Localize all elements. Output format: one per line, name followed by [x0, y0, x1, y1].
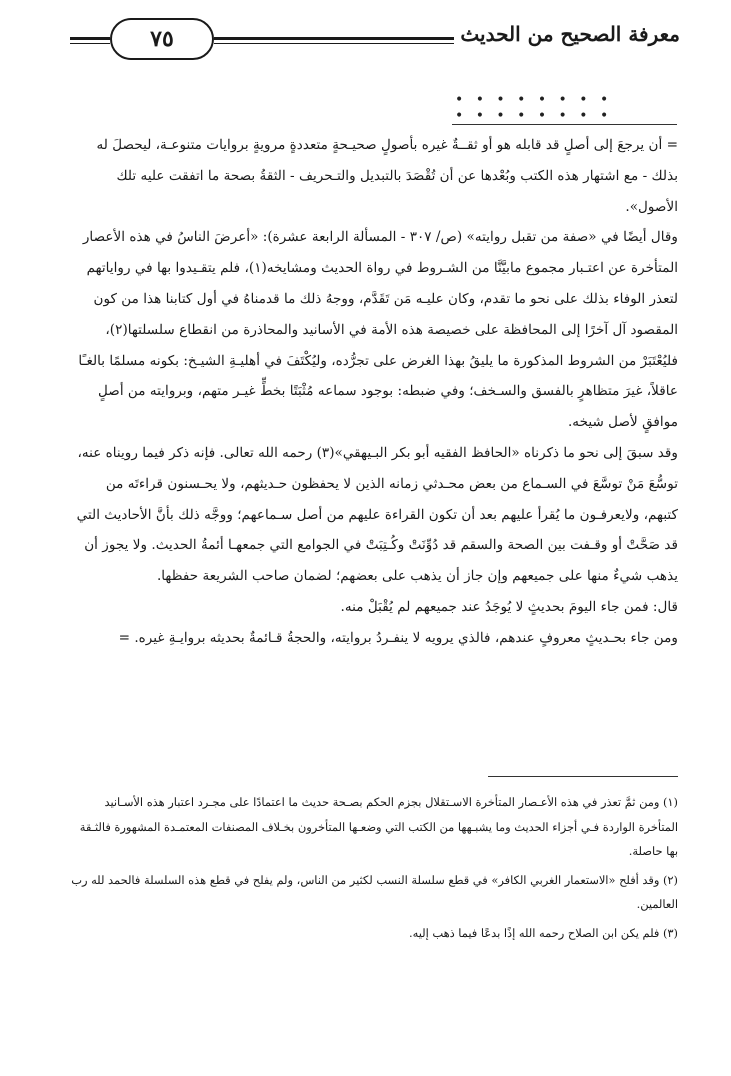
paragraph-5: ومن جاء بحـديثٍ معروفٍ عندهم، فالذي يرويه لا ينفـردُ بروايته، والحجةُ قـائمةٌ بحديثه بروايـةِ غيره. = [118, 629, 678, 646]
paragraph-1: = أن يرجعَ إلى أصلٍ قد قابله هو أو ثقــةٌ غيره بأصولٍ صحيـحةٍ متعددةٍ مرويةٍ بروايات متنوعـة، ليحصلَ له بذلك - مع اشتهار هذه الكتب وبُعْدها عن أن تُقْصَدَ بالتبديل والتـحريف - الثقةُ بصحة ما اتفقت عليه تلك الأصول». [96, 137, 678, 215]
footnote-1: (١) ومن ثمَّ تعذر في هذه الأعـصار المتأخرة الاسـتقلال بجزم الحكم بصـحة حديث ما اعتمادًا على مجـرد اعتبار هذه الأسـانيد المتأخرة الواردة فـي أجزاء الحديث وما يشبـهها من الكتب التي وضعـها المتأخرون بخـلاف المصنفات المعتمـدة المشهورة فالثـقة بها حاصلة. [79, 795, 678, 858]
page-number: ٧٥ [110, 18, 214, 60]
ornament-dots: • • • • • • • • • • • • • • • • [455, 92, 613, 124]
footnote-3: (٣) فلم يكن ابن الصلاح رحمه الله إذًا بدعًا فيما ذهب إليه. [408, 925, 678, 940]
footnotes [70, 790, 678, 949]
header-rule-left-thin [70, 43, 110, 44]
page-header [70, 18, 680, 70]
paragraph-4: قال: فمن جاء اليومَ بحديثٍ لا يُوجَدُ عند جميعهم لم يُقْبَلْ منه. [340, 598, 678, 615]
paragraph-2: وقال أيضًا في «صفة من تقبل روايته» (ص/ ٣٠٧ - المسألة الرابعة عشرة): «أعرضَ الناسُ في هذه الأعصار المتأخرة عن اعتـبار مجموع مابيَّنَّا من الشـروط في رواة الحديث ومشايخه(١)، فلم يتقـيدوا بها في رواياتهم لتعذر الوفاء بذلك على نحو ما تقدم، وكان عليـه مَن تَقَدَّم، ووجهُ ذلك ما قدمناهُ في أول كتابنا هذا من كون المقصود آل آخرًا إلى المحافظة على خصيصة هذه الأمة في الأسانيد والمحاذرة من انقطاع سلسلتها(٢)، فليُعْتَبَرْ من الشروط المذكورة ما يليقُ بهذا الغرض على تجرُّده، وليُكْتَفَ في أهليـةِ الشيـخ: بكونه مسلمًا بالغـًا عاقلاً، غيرَ متظاهرٍ بالفسق والسـخف؛ وفي ضبطه: بوجود سماعه مُثْبَتًا بخطٍّ غيـر متهم، وبروايته من أصلٍ موافقٍ لأصل شيخه. [78, 229, 678, 431]
header-rule-left [70, 37, 110, 40]
running-title: معرفة الصحيح من الحديث [454, 22, 680, 46]
main-text [70, 130, 678, 654]
footnote-2: (٢) وقد أفلح «الاستعمار الغربي الكافر» في قطع سلسلة النسب لكثير من الناس، ولم يفلح في قطع هذه السلسلة فالحمد لله رب العالمين. [71, 872, 678, 911]
footnote-separator [488, 776, 678, 777]
paragraph-3: وقد سبقَ إلى نحو ما ذكرناه «الحافظ الفقيه أبو بكر البـيهقي»(٣) رحمه الله تعالى. فإنه ذكر فيما رويناه عنه، توسُّعَ مَنْ توسَّعَ في السـماع من بعض محـدثي زمانه الذين لا يحفظون حـديثهم، ولا يحـسنون قراءتَه من كتبهم، ولايعرفـون ما يُقرأ عليهم بعد أن تكون القراءة عليهم من أصل سـماعهم؛ ووجَّه ذلك بأنَّ الأحاديث التي قد صَحَّتْ أو وقـفت بين الصحة والسقم قد دُوِّنَتْ وكُـتِبَتْ في الجوامع التي جمعهـا أئمةُ الحديث. ولا يجوز أن يذهب شيءٌ منها على جميعهم وإن جاز أن يذهب على بعضهم؛ لضمان صاحب الشريعة حفظها. [76, 444, 678, 585]
top-rule [452, 124, 677, 125]
